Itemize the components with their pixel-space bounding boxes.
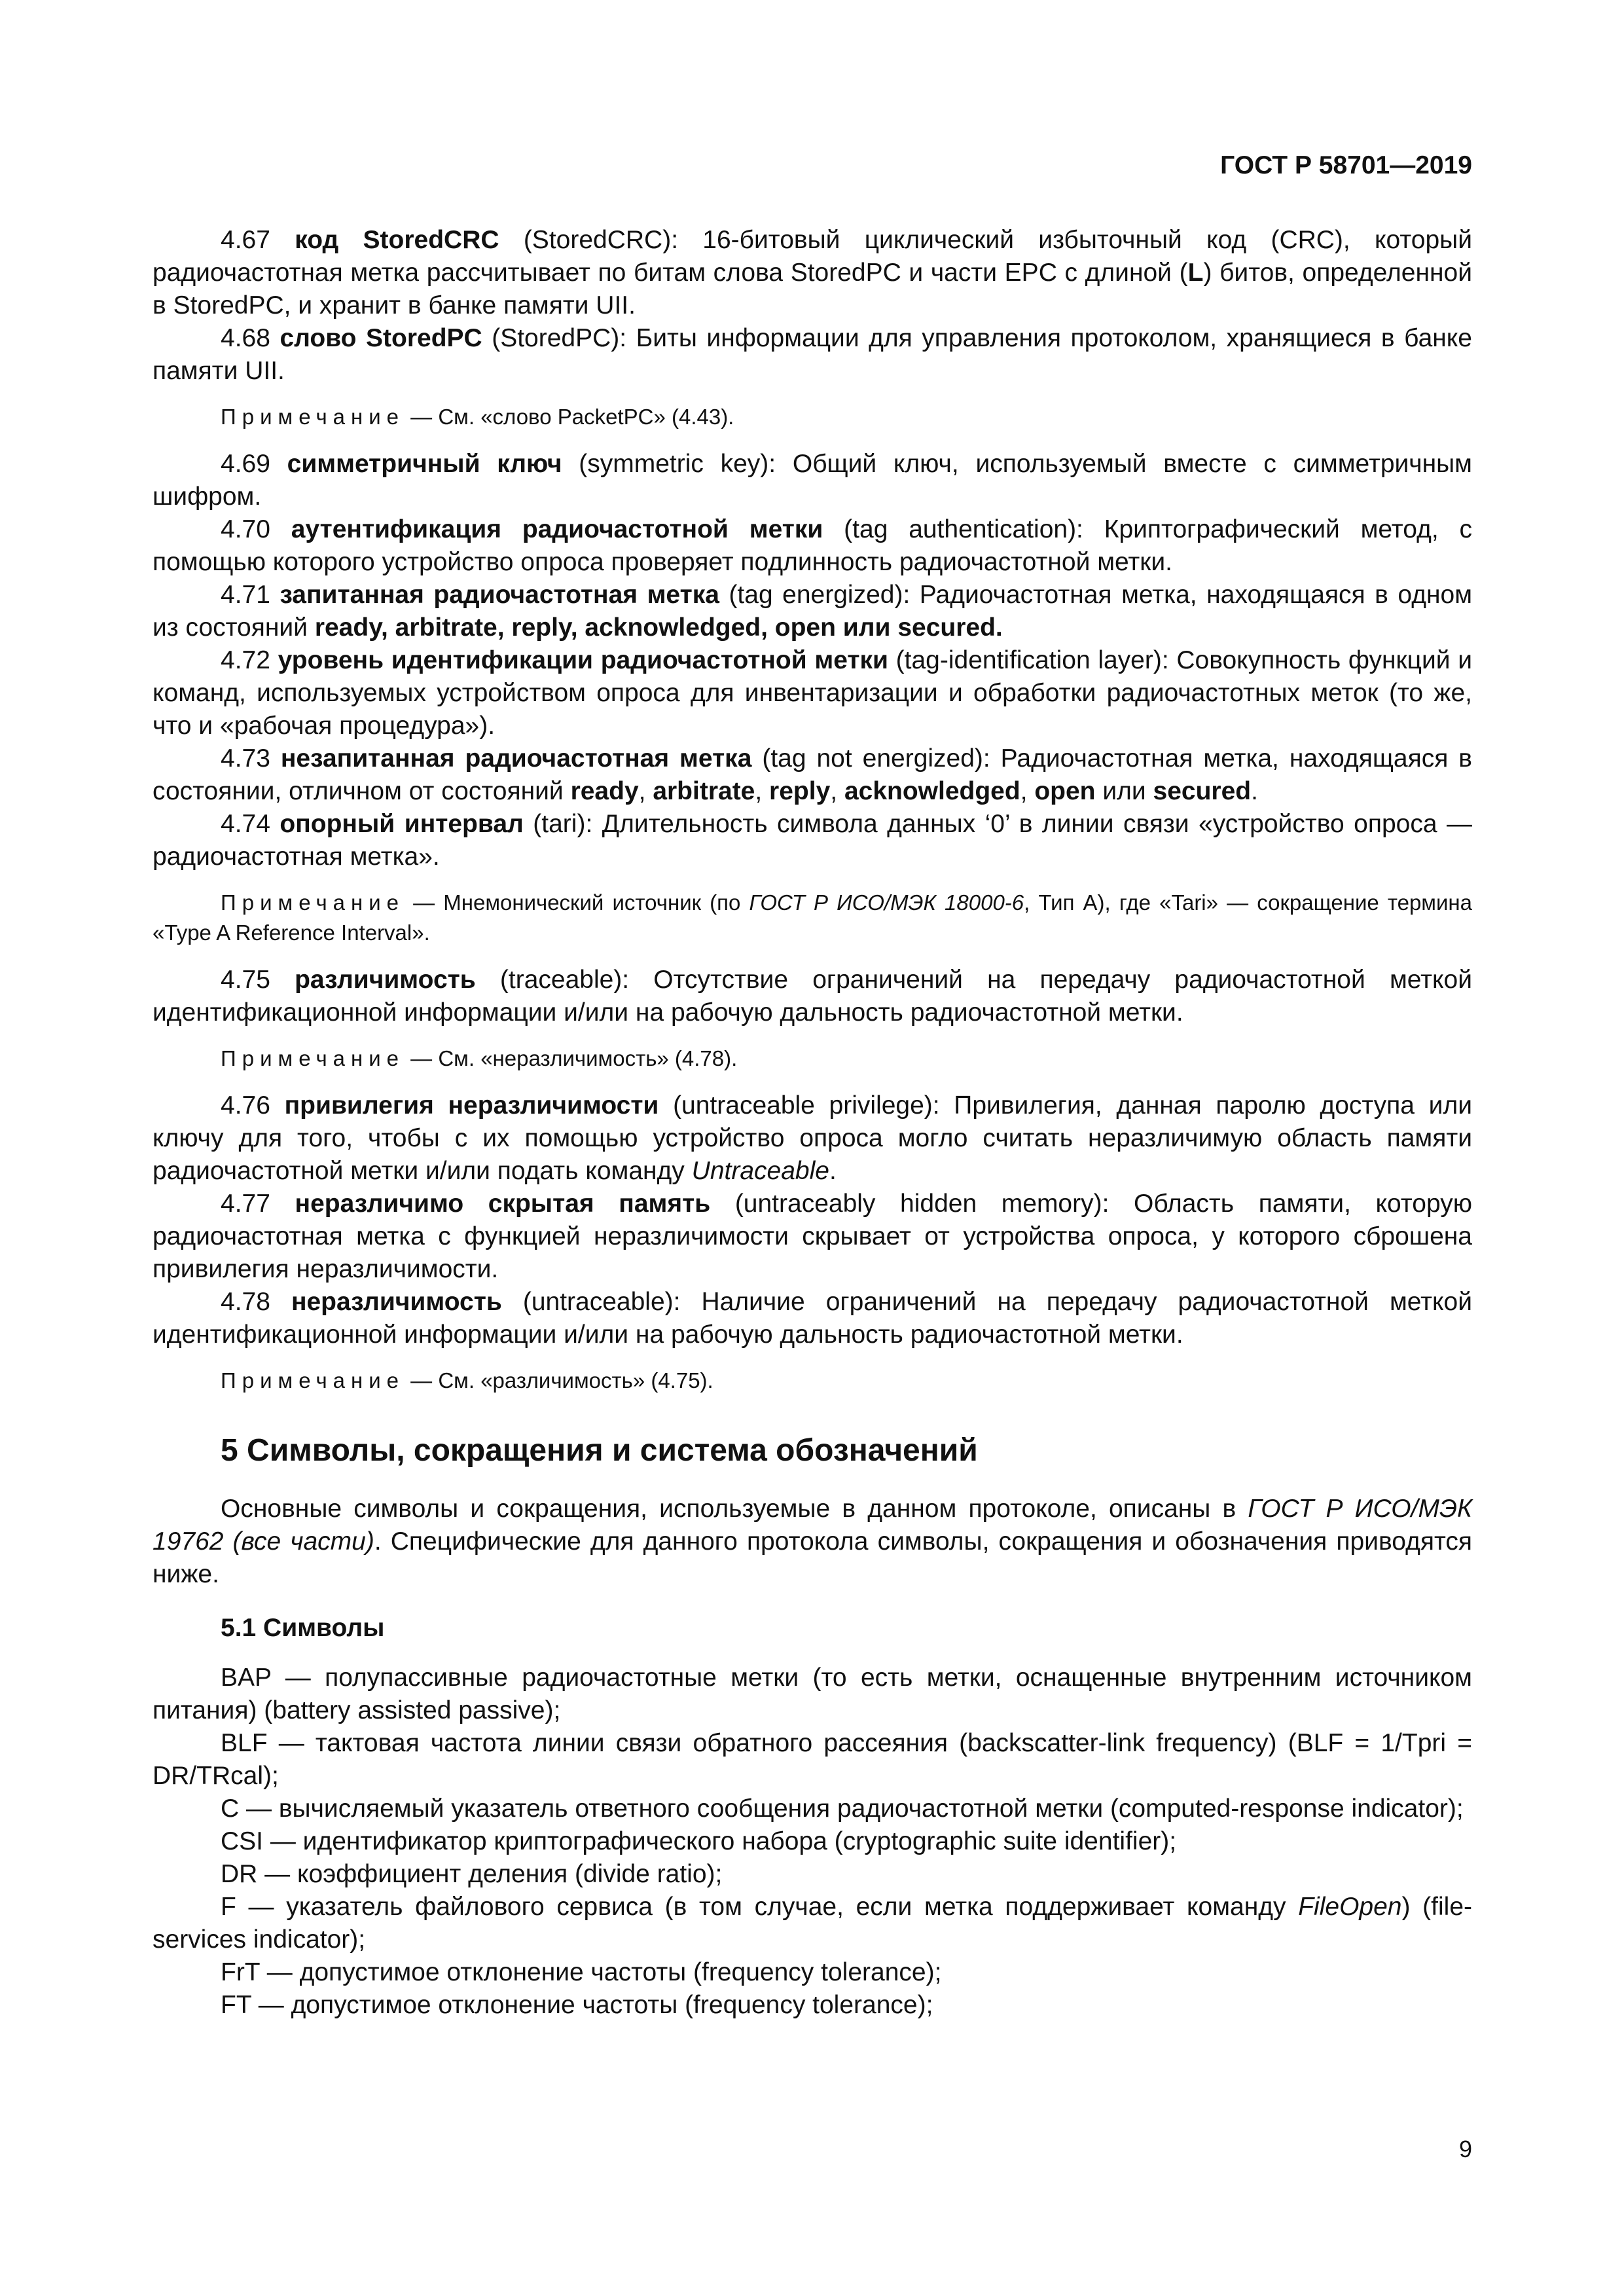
term-4-72 (153, 644, 1472, 742)
note-text-end: , Тип А), где «Tari» — сокращение термина «Type A Reference Interval». (153, 890, 1472, 945)
symbol-frt: FrT — допустимое отклонение частоты (frequency tolerance); (221, 1958, 942, 1986)
term-definition: (symmetric key): Общий ключ, используемый вместе с симметричным шифром. (153, 450, 1472, 511)
term-definition: (untraceable privilege): Привилегия, данная паролю доступа или ключу для того, чтобы с их помощью устройство опроса могло считать неразличимую область памяти радиочастотной метки и/или подать команду (153, 1091, 1472, 1185)
state-secured: secured (1153, 777, 1252, 805)
term-number: 4.74 (221, 810, 270, 838)
term-name: различимость (295, 966, 476, 994)
term-number: 4.70 (221, 515, 270, 543)
state-acknowledged: acknowledged (844, 777, 1020, 805)
term-4-78 (153, 1286, 1472, 1351)
term-number: 4.75 (221, 966, 270, 994)
term-number: 4.73 (221, 744, 270, 773)
term-number: 4.72 (221, 646, 270, 674)
symbol-bap: BAP — полупассивные радиочастотные метки (то есть метки, оснащенные внутренним источником питания) (battery assisted passive); (153, 1664, 1472, 1724)
command-name: FileOpen (1298, 1893, 1402, 1921)
term-definition: (tag energized): Радиочастотная метка, находящаяся в одном из состояний (153, 581, 1473, 642)
term-definition: (tag not energized): Радиочастотная метка, находящаяся в состоянии, отличном от состояний (153, 744, 1472, 805)
state-arbitrate: arbitrate (653, 777, 755, 805)
term-definition: (StoredCRC): 16-битовый циклический избыточный код (CRC), который радиочастотная метка рассчитывает по битам слова StoredPC и части EPC с длиной ( (153, 226, 1472, 287)
note-reference: ГОСТ Р ИСО/МЭК 18000-6 (749, 890, 1024, 915)
term-definition: (tag-identification layer): Совокупность функций и команд, используемых устройством опроса для инвентаризации и обработки радиочастотных меток (то же, что и «рабочая процедура»). (153, 646, 1472, 740)
term-definition: (tari): Длительность символа данных ‘0’ в линии связи «устройство опроса — радиочастотная метка». (153, 810, 1472, 871)
term-name: неразличимость (291, 1288, 502, 1316)
term-definition: (tag authentication): Криптографический метод, с помощью которого устройство опроса проверяет подлинность радиочастотной метки. (153, 515, 1472, 576)
state-separator: , (830, 777, 844, 805)
term-definition: (untraceably hidden memory): Область памяти, которую радиочастотная метка с функцией неразличимости скрывает от устройства опроса, у которого сброшена привилегия неразличимости. (153, 1190, 1472, 1283)
term-definition: (StoredPC): Биты информации для управления протоколом, хранящиеся в банке памяти UII. (153, 324, 1472, 385)
term-definition: (traceable): Отсутствие ограничений на передачу радиочастотной меткой идентификационной информации и/или на рабочую дальность радиочастотной метки. (153, 966, 1472, 1027)
term-4-69 (153, 448, 1472, 513)
term-name: запитанная радиочастотная метка (280, 581, 719, 609)
page-body (153, 224, 1472, 2022)
term-name: слово StoredPC (280, 324, 482, 352)
note-text: — См. «слово PacketPC» (4.43). (405, 405, 734, 429)
state-reply: reply (769, 777, 831, 805)
symbol-dr: DR — коэффициент деления (divide ratio); (221, 1860, 723, 1888)
intro-text: Основные символы и сокращения, используемые в данном протоколе, описаны в (221, 1495, 1248, 1523)
term-4-74 (153, 808, 1472, 873)
note-text: — См. «различимость» (4.75). (405, 1368, 713, 1393)
term-states: ready, arbitrate, reply, acknowledged, open или secured. (314, 613, 1003, 642)
command-name: Untraceable (691, 1157, 829, 1185)
symbol-blf: BLF — тактовая частота линии связи обратного рассеяния (backscatter-link frequency) (BLF = 1/Tpri = DR/TRcal); (153, 1729, 1472, 1790)
page-number: 9 (1458, 2136, 1472, 2162)
symbol-ft: FT — допустимое отклонение частоты (frequency tolerance); (221, 1991, 933, 2019)
intro-reference: ГОСТ Р ИСО/МЭК 19762 (все части) (153, 1495, 1472, 1556)
section-5-1-heading: 5.1 Символы (221, 1614, 385, 1642)
section-5-heading: 5 Символы, сокращения и система обозначений (221, 1433, 978, 1468)
term-name: аутентификация радиочастотной метки (291, 515, 823, 543)
term-number: 4.78 (221, 1288, 270, 1316)
term-name: уровень идентификации радиочастотной метки (278, 646, 888, 674)
term-definition-end: . (1251, 777, 1258, 805)
term-4-77 (153, 1188, 1472, 1286)
note-text: — См. «неразличимость» (4.78). (405, 1046, 738, 1070)
note-label: Примечание (221, 405, 405, 429)
term-name: код StoredCRC (295, 226, 499, 254)
state-separator: , (1020, 777, 1035, 805)
symbol-f (153, 1891, 1472, 1956)
term-name: симметричный ключ (287, 450, 562, 478)
term-name: привилегия неразличимости (284, 1091, 659, 1120)
state-separator: , (638, 777, 653, 805)
term-name: незапитанная радиочастотная метка (280, 744, 752, 773)
term-number: 4.76 (221, 1091, 270, 1120)
note-4-68 (153, 402, 1472, 432)
term-4-75 (153, 964, 1472, 1029)
term-symbol: L (1187, 259, 1204, 287)
symbol-csi: CSI — идентификатор криптографического набора (cryptographic suite identifier); (221, 1827, 1177, 1855)
term-4-71 (153, 579, 1472, 644)
intro-text-end: . Специфические для данного протокола символы, сокращения и обозначения приводятся ниже. (153, 1527, 1472, 1588)
state-open: open (1034, 777, 1096, 805)
note-text: — Мнемонический источник (по (405, 890, 749, 915)
symbol-text-end: ) (file-services indicator); (153, 1893, 1472, 1954)
term-definition-end: ) битов, определенной в StoredPC, и хранит в банке памяти UII. (153, 259, 1472, 319)
note-4-75 (153, 1044, 1472, 1074)
note-label: Примечание (221, 1046, 405, 1070)
note-label: Примечание (221, 1368, 405, 1393)
term-definition-end: . (829, 1157, 837, 1185)
state-ready: ready (570, 777, 639, 805)
symbol-text: F — указатель файлового сервиса (в том случае, если метка поддерживает команду (221, 1893, 1299, 1921)
term-number: 4.71 (221, 581, 270, 609)
term-number: 4.77 (221, 1190, 270, 1218)
document-header: ГОСТ Р 58701—2019 (1220, 151, 1472, 179)
state-separator: или (1095, 777, 1153, 805)
term-number: 4.68 (221, 324, 270, 352)
term-number: 4.67 (221, 226, 270, 254)
term-number: 4.69 (221, 450, 270, 478)
state-separator: , (755, 777, 770, 805)
term-definition: (untraceable): Наличие ограничений на передачу радиочастотной меткой идентификационной информации и/или на рабочую дальность радиочастотной метки. (153, 1288, 1472, 1349)
symbol-c: C — вычисляемый указатель ответного сообщения радиочастотной метки (computed-response indicator); (221, 1795, 1464, 1823)
note-4-78 (153, 1366, 1472, 1396)
term-4-68 (153, 322, 1472, 388)
term-name: неразличимо скрытая память (295, 1190, 711, 1218)
term-4-73 (153, 742, 1472, 808)
term-4-76 (153, 1089, 1472, 1188)
section-5-intro (153, 1493, 1472, 1591)
term-name: опорный интервал (280, 810, 524, 838)
term-4-70 (153, 513, 1472, 579)
note-4-74 (153, 888, 1472, 948)
note-label: Примечание (221, 890, 405, 915)
term-4-67 (153, 224, 1472, 322)
